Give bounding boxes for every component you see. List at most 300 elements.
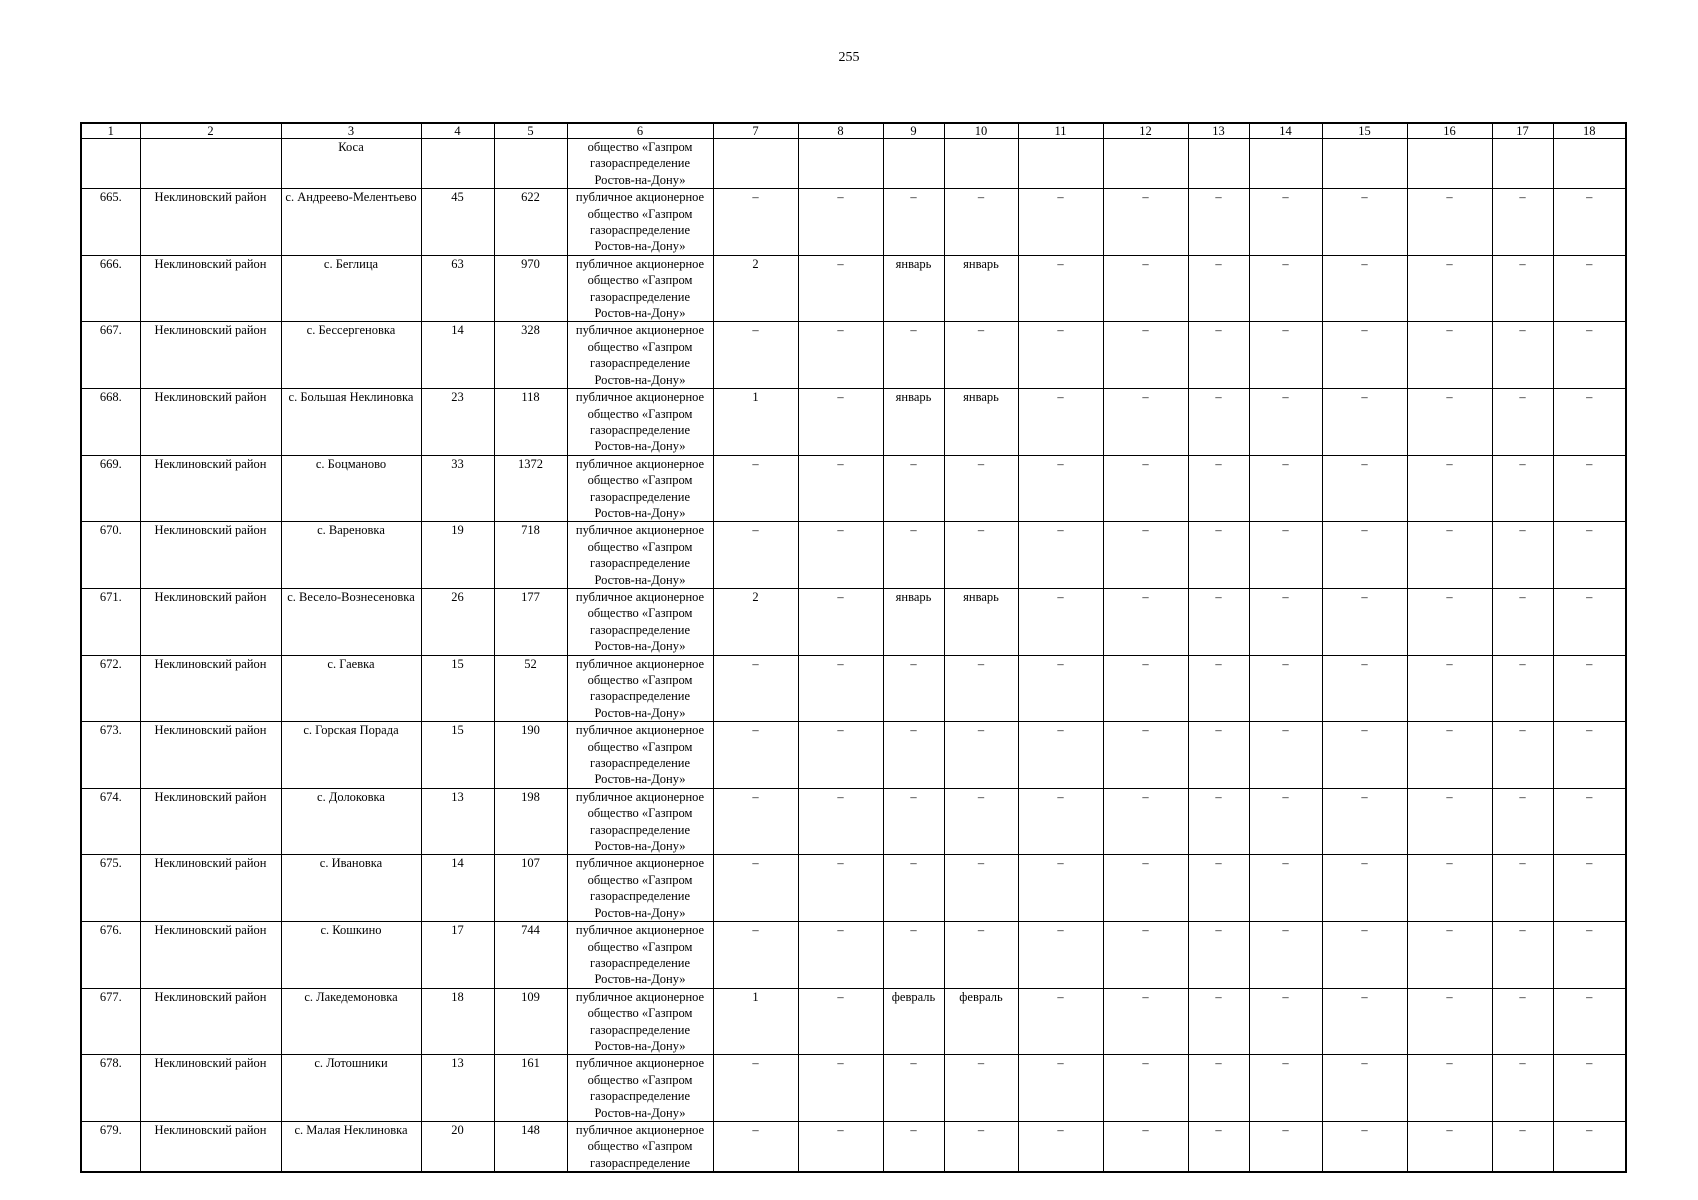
cell-col-8 — [798, 139, 883, 189]
cell-col-7 — [713, 139, 798, 189]
cell-col-4: 23 — [421, 389, 494, 456]
cell-col-18: – — [1553, 455, 1626, 522]
cell-col-4: 14 — [421, 855, 494, 922]
column-header-3: 3 — [281, 123, 421, 139]
cell-col-5: 52 — [494, 655, 567, 722]
cell-col-4: 33 — [421, 455, 494, 522]
cell-col-10: – — [944, 1121, 1018, 1172]
cell-col-17 — [1492, 139, 1553, 189]
cell-col-9: январь — [883, 389, 944, 456]
cell-col-17: – — [1492, 988, 1553, 1055]
cell-col-7: 1 — [713, 988, 798, 1055]
cell-col-3: с. Гаевка — [281, 655, 421, 722]
cell-col-17: – — [1492, 189, 1553, 256]
cell-col-10: февраль — [944, 988, 1018, 1055]
cell-col-10: – — [944, 922, 1018, 989]
cell-col-5: 107 — [494, 855, 567, 922]
cell-col-18: – — [1553, 655, 1626, 722]
cell-col-11: – — [1018, 988, 1103, 1055]
cell-col-13: – — [1188, 522, 1249, 589]
cell-col-8: – — [798, 189, 883, 256]
cell-col-8: – — [798, 322, 883, 389]
cell-col-12: – — [1103, 322, 1188, 389]
cell-col-9: январь — [883, 588, 944, 655]
cell-col-7: – — [713, 522, 798, 589]
cell-col-14: – — [1249, 588, 1322, 655]
cell-col-5: 1372 — [494, 455, 567, 522]
cell-col-17: – — [1492, 1121, 1553, 1172]
cell-col-11: – — [1018, 455, 1103, 522]
cell-col-17: – — [1492, 322, 1553, 389]
cell-col-2 — [140, 139, 281, 189]
cell-col-15: – — [1322, 855, 1407, 922]
cell-col-12: – — [1103, 189, 1188, 256]
column-header-8: 8 — [798, 123, 883, 139]
cell-col-12: – — [1103, 655, 1188, 722]
cell-col-18: – — [1553, 522, 1626, 589]
table-row — [81, 522, 1626, 589]
cell-col-16: – — [1407, 255, 1492, 322]
cell-col-5: 744 — [494, 922, 567, 989]
cell-col-14: – — [1249, 189, 1322, 256]
cell-col-6: публичное акционерное общество «Газпром газораспределение Ростов-на-Дону» — [567, 255, 713, 322]
cell-col-1: 672. — [81, 655, 140, 722]
cell-col-18: – — [1553, 722, 1626, 789]
cell-col-16: – — [1407, 322, 1492, 389]
cell-col-2: Неклиновский район — [140, 522, 281, 589]
cell-col-3: с. Большая Неклиновка — [281, 389, 421, 456]
cell-col-14: – — [1249, 922, 1322, 989]
cell-col-4: 15 — [421, 722, 494, 789]
cell-col-16: – — [1407, 922, 1492, 989]
cell-col-14: – — [1249, 322, 1322, 389]
cell-col-17: – — [1492, 255, 1553, 322]
cell-col-9: – — [883, 455, 944, 522]
cell-col-12: – — [1103, 855, 1188, 922]
cell-col-10: – — [944, 1055, 1018, 1122]
cell-col-5: 148 — [494, 1121, 567, 1172]
cell-col-12: – — [1103, 522, 1188, 589]
table-row — [81, 322, 1626, 389]
cell-col-14: – — [1249, 988, 1322, 1055]
gasification-registry-table — [80, 122, 1627, 1173]
column-header-9: 9 — [883, 123, 944, 139]
cell-col-3: с. Вареновка — [281, 522, 421, 589]
cell-col-11: – — [1018, 522, 1103, 589]
column-header-7: 7 — [713, 123, 798, 139]
cell-col-17: – — [1492, 455, 1553, 522]
cell-col-5: 161 — [494, 1055, 567, 1122]
cell-col-8: – — [798, 522, 883, 589]
cell-col-10: январь — [944, 389, 1018, 456]
cell-col-16: – — [1407, 189, 1492, 256]
cell-col-11: – — [1018, 189, 1103, 256]
cell-col-5: 109 — [494, 988, 567, 1055]
cell-col-2: Неклиновский район — [140, 189, 281, 256]
cell-col-14: – — [1249, 855, 1322, 922]
cell-col-2: Неклиновский район — [140, 855, 281, 922]
cell-col-11: – — [1018, 722, 1103, 789]
cell-col-4: 19 — [421, 522, 494, 589]
cell-col-10: – — [944, 655, 1018, 722]
cell-col-2: Неклиновский район — [140, 389, 281, 456]
cell-col-12: – — [1103, 988, 1188, 1055]
table-row — [81, 455, 1626, 522]
cell-col-1: 676. — [81, 922, 140, 989]
cell-col-7: – — [713, 788, 798, 855]
cell-col-5: 970 — [494, 255, 567, 322]
cell-col-10: январь — [944, 588, 1018, 655]
cell-col-1: 667. — [81, 322, 140, 389]
cell-col-8: – — [798, 722, 883, 789]
cell-col-17: – — [1492, 722, 1553, 789]
table-row — [81, 389, 1626, 456]
cell-col-6: публичное акционерное общество «Газпром газораспределение Ростов-на-Дону» — [567, 655, 713, 722]
cell-col-18: – — [1553, 322, 1626, 389]
table-row-continuation — [81, 139, 1626, 189]
column-header-11: 11 — [1018, 123, 1103, 139]
cell-col-13: – — [1188, 1055, 1249, 1122]
cell-col-13: – — [1188, 922, 1249, 989]
cell-col-6: публичное акционерное общество «Газпром газораспределение Ростов-на-Дону» — [567, 455, 713, 522]
cell-col-7: 1 — [713, 389, 798, 456]
cell-col-18: – — [1553, 988, 1626, 1055]
cell-col-18: – — [1553, 788, 1626, 855]
column-number-header-row — [81, 123, 1626, 139]
cell-col-18: – — [1553, 389, 1626, 456]
cell-col-15: – — [1322, 722, 1407, 789]
table-row — [81, 1121, 1626, 1172]
cell-col-14: – — [1249, 255, 1322, 322]
cell-col-1: 665. — [81, 189, 140, 256]
cell-col-1: 666. — [81, 255, 140, 322]
table-row — [81, 655, 1626, 722]
cell-col-9: – — [883, 522, 944, 589]
cell-col-4 — [421, 139, 494, 189]
cell-col-13: – — [1188, 1121, 1249, 1172]
cell-col-13: – — [1188, 588, 1249, 655]
cell-col-4: 17 — [421, 922, 494, 989]
cell-col-3: с. Кошкино — [281, 922, 421, 989]
column-header-18: 18 — [1553, 123, 1626, 139]
cell-col-9 — [883, 139, 944, 189]
cell-col-18: – — [1553, 588, 1626, 655]
cell-col-7: 2 — [713, 255, 798, 322]
cell-col-9: – — [883, 788, 944, 855]
cell-col-4: 18 — [421, 988, 494, 1055]
cell-col-10: – — [944, 522, 1018, 589]
cell-col-3: с. Малая Неклиновка — [281, 1121, 421, 1172]
cell-col-5: 718 — [494, 522, 567, 589]
cell-col-16: – — [1407, 988, 1492, 1055]
cell-col-12: – — [1103, 788, 1188, 855]
cell-col-1: 669. — [81, 455, 140, 522]
cell-col-7: – — [713, 189, 798, 256]
cell-col-18: – — [1553, 1121, 1626, 1172]
cell-col-8: – — [798, 588, 883, 655]
cell-col-18: – — [1553, 255, 1626, 322]
cell-col-16: – — [1407, 722, 1492, 789]
cell-col-8: – — [798, 455, 883, 522]
column-header-13: 13 — [1188, 123, 1249, 139]
table-row — [81, 922, 1626, 989]
cell-col-7: – — [713, 855, 798, 922]
cell-col-1: 674. — [81, 788, 140, 855]
cell-col-2: Неклиновский район — [140, 722, 281, 789]
cell-col-7: – — [713, 455, 798, 522]
cell-col-10: – — [944, 855, 1018, 922]
cell-col-16: – — [1407, 788, 1492, 855]
cell-col-16: – — [1407, 588, 1492, 655]
cell-col-2: Неклиновский район — [140, 588, 281, 655]
cell-col-13: – — [1188, 722, 1249, 789]
cell-col-4: 15 — [421, 655, 494, 722]
cell-col-2: Неклиновский район — [140, 988, 281, 1055]
cell-col-4: 26 — [421, 588, 494, 655]
cell-col-11: – — [1018, 1121, 1103, 1172]
cell-col-1: 671. — [81, 588, 140, 655]
table-row — [81, 588, 1626, 655]
cell-col-18: – — [1553, 1055, 1626, 1122]
cell-col-15: – — [1322, 322, 1407, 389]
cell-col-11: – — [1018, 788, 1103, 855]
cell-col-15: – — [1322, 189, 1407, 256]
column-header-15: 15 — [1322, 123, 1407, 139]
cell-col-15: – — [1322, 655, 1407, 722]
cell-col-6: публичное акционерное общество «Газпром газораспределение — [567, 1121, 713, 1172]
page-number: 255 — [838, 50, 860, 65]
cell-col-8: – — [798, 788, 883, 855]
cell-col-5: 328 — [494, 322, 567, 389]
cell-col-1: 675. — [81, 855, 140, 922]
cell-col-11: – — [1018, 855, 1103, 922]
cell-col-10: – — [944, 322, 1018, 389]
cell-col-12: – — [1103, 1121, 1188, 1172]
cell-col-3: с. Горская Порада — [281, 722, 421, 789]
cell-col-2: Неклиновский район — [140, 655, 281, 722]
cell-col-1: 673. — [81, 722, 140, 789]
cell-col-10: – — [944, 189, 1018, 256]
cell-col-17: – — [1492, 922, 1553, 989]
cell-col-16: – — [1407, 522, 1492, 589]
cell-col-13 — [1188, 139, 1249, 189]
cell-col-10: – — [944, 455, 1018, 522]
cell-col-17: – — [1492, 788, 1553, 855]
cell-col-8: – — [798, 655, 883, 722]
cell-col-11: – — [1018, 655, 1103, 722]
cell-col-2: Неклиновский район — [140, 255, 281, 322]
cell-col-10 — [944, 139, 1018, 189]
column-header-4: 4 — [421, 123, 494, 139]
cell-col-1: 679. — [81, 1121, 140, 1172]
cell-col-7: – — [713, 922, 798, 989]
cell-col-15: – — [1322, 922, 1407, 989]
table-row — [81, 1055, 1626, 1122]
cell-col-1: 668. — [81, 389, 140, 456]
cell-col-13: – — [1188, 455, 1249, 522]
cell-col-2: Неклиновский район — [140, 1121, 281, 1172]
cell-col-16: – — [1407, 1055, 1492, 1122]
cell-col-9: – — [883, 189, 944, 256]
cell-col-14: – — [1249, 722, 1322, 789]
cell-col-13: – — [1188, 855, 1249, 922]
cell-col-2: Неклиновский район — [140, 1055, 281, 1122]
cell-col-15: – — [1322, 1121, 1407, 1172]
cell-col-12: – — [1103, 389, 1188, 456]
cell-col-13: – — [1188, 389, 1249, 456]
cell-col-6: публичное акционерное общество «Газпром газораспределение Ростов-на-Дону» — [567, 922, 713, 989]
cell-col-11: – — [1018, 1055, 1103, 1122]
cell-col-18: – — [1553, 922, 1626, 989]
cell-col-14: – — [1249, 1121, 1322, 1172]
cell-col-5: 190 — [494, 722, 567, 789]
cell-col-13: – — [1188, 189, 1249, 256]
cell-col-16 — [1407, 139, 1492, 189]
cell-col-15: – — [1322, 255, 1407, 322]
cell-col-12: – — [1103, 588, 1188, 655]
cell-col-9: январь — [883, 255, 944, 322]
cell-col-18: – — [1553, 189, 1626, 256]
column-header-10: 10 — [944, 123, 1018, 139]
cell-col-6: публичное акционерное общество «Газпром газораспределение Ростов-на-Дону» — [567, 788, 713, 855]
table-row — [81, 788, 1626, 855]
cell-col-4: 20 — [421, 1121, 494, 1172]
cell-col-13: – — [1188, 322, 1249, 389]
cell-col-8: – — [798, 988, 883, 1055]
cell-col-14 — [1249, 139, 1322, 189]
cell-col-16: – — [1407, 655, 1492, 722]
cell-col-15: – — [1322, 522, 1407, 589]
column-header-2: 2 — [140, 123, 281, 139]
cell-col-15: – — [1322, 389, 1407, 456]
cell-col-2: Неклиновский район — [140, 922, 281, 989]
cell-col-9: – — [883, 1121, 944, 1172]
cell-col-6: публичное акционерное общество «Газпром газораспределение Ростов-на-Дону» — [567, 389, 713, 456]
cell-col-9: – — [883, 1055, 944, 1122]
cell-col-3: с. Ивановка — [281, 855, 421, 922]
cell-col-2: Неклиновский район — [140, 322, 281, 389]
cell-col-7: – — [713, 1121, 798, 1172]
cell-col-4: 63 — [421, 255, 494, 322]
column-header-1: 1 — [81, 123, 140, 139]
cell-col-5: 118 — [494, 389, 567, 456]
cell-col-6: публичное акционерное общество «Газпром газораспределение Ростов-на-Дону» — [567, 988, 713, 1055]
cell-col-7: – — [713, 722, 798, 789]
cell-col-8: – — [798, 855, 883, 922]
cell-col-9: – — [883, 855, 944, 922]
cell-col-12: – — [1103, 455, 1188, 522]
cell-col-6: общество «Газпром газораспределение Ростов-на-Дону» — [567, 139, 713, 189]
cell-col-13: – — [1188, 255, 1249, 322]
cell-col-17: – — [1492, 855, 1553, 922]
cell-col-15: – — [1322, 788, 1407, 855]
cell-col-3: Коса — [281, 139, 421, 189]
cell-col-13: – — [1188, 988, 1249, 1055]
cell-col-5: 622 — [494, 189, 567, 256]
table-row — [81, 722, 1626, 789]
cell-col-4: 14 — [421, 322, 494, 389]
cell-col-18 — [1553, 139, 1626, 189]
cell-col-3: с. Лакедемоновка — [281, 988, 421, 1055]
cell-col-16: – — [1407, 389, 1492, 456]
cell-col-3: с. Бессергеновка — [281, 322, 421, 389]
cell-col-8: – — [798, 255, 883, 322]
cell-col-17: – — [1492, 655, 1553, 722]
cell-col-9: – — [883, 922, 944, 989]
cell-col-11: – — [1018, 588, 1103, 655]
cell-col-7: – — [713, 655, 798, 722]
cell-col-7: – — [713, 1055, 798, 1122]
cell-col-8: – — [798, 922, 883, 989]
cell-col-11: – — [1018, 255, 1103, 322]
column-header-17: 17 — [1492, 123, 1553, 139]
cell-col-4: 13 — [421, 788, 494, 855]
cell-col-5: 198 — [494, 788, 567, 855]
cell-col-16: – — [1407, 855, 1492, 922]
cell-col-4: 45 — [421, 189, 494, 256]
cell-col-8: – — [798, 389, 883, 456]
cell-col-9: февраль — [883, 988, 944, 1055]
cell-col-12 — [1103, 139, 1188, 189]
cell-col-18: – — [1553, 855, 1626, 922]
cell-col-14: – — [1249, 455, 1322, 522]
column-header-16: 16 — [1407, 123, 1492, 139]
cell-col-15: – — [1322, 588, 1407, 655]
cell-col-3: с. Боцманово — [281, 455, 421, 522]
cell-col-16: – — [1407, 1121, 1492, 1172]
cell-col-15 — [1322, 139, 1407, 189]
cell-col-14: – — [1249, 522, 1322, 589]
cell-col-10: – — [944, 788, 1018, 855]
cell-col-14: – — [1249, 1055, 1322, 1122]
cell-col-12: – — [1103, 922, 1188, 989]
table-row — [81, 189, 1626, 256]
cell-col-10: январь — [944, 255, 1018, 322]
cell-col-11 — [1018, 139, 1103, 189]
cell-col-11: – — [1018, 322, 1103, 389]
cell-col-3: с. Долоковка — [281, 788, 421, 855]
cell-col-7: 2 — [713, 588, 798, 655]
cell-col-3: с. Андреево-Мелентьево — [281, 189, 421, 256]
cell-col-14: – — [1249, 788, 1322, 855]
cell-col-6: публичное акционерное общество «Газпром газораспределение Ростов-на-Дону» — [567, 522, 713, 589]
cell-col-4: 13 — [421, 1055, 494, 1122]
cell-col-9: – — [883, 322, 944, 389]
cell-col-11: – — [1018, 922, 1103, 989]
cell-col-11: – — [1018, 389, 1103, 456]
cell-col-13: – — [1188, 788, 1249, 855]
table-body — [81, 139, 1626, 1173]
column-header-6: 6 — [567, 123, 713, 139]
cell-col-1 — [81, 139, 140, 189]
cell-col-6: публичное акционерное общество «Газпром газораспределение Ростов-на-Дону» — [567, 189, 713, 256]
cell-col-8: – — [798, 1121, 883, 1172]
cell-col-2: Неклиновский район — [140, 455, 281, 522]
cell-col-6: публичное акционерное общество «Газпром газораспределение Ростов-на-Дону» — [567, 322, 713, 389]
cell-col-15: – — [1322, 455, 1407, 522]
cell-col-17: – — [1492, 522, 1553, 589]
column-header-5: 5 — [494, 123, 567, 139]
cell-col-1: 678. — [81, 1055, 140, 1122]
cell-col-2: Неклиновский район — [140, 788, 281, 855]
cell-col-8: – — [798, 1055, 883, 1122]
cell-col-6: публичное акционерное общество «Газпром газораспределение Ростов-на-Дону» — [567, 588, 713, 655]
cell-col-17: – — [1492, 389, 1553, 456]
cell-col-17: – — [1492, 588, 1553, 655]
cell-col-10: – — [944, 722, 1018, 789]
cell-col-6: публичное акционерное общество «Газпром газораспределение Ростов-на-Дону» — [567, 722, 713, 789]
cell-col-12: – — [1103, 722, 1188, 789]
